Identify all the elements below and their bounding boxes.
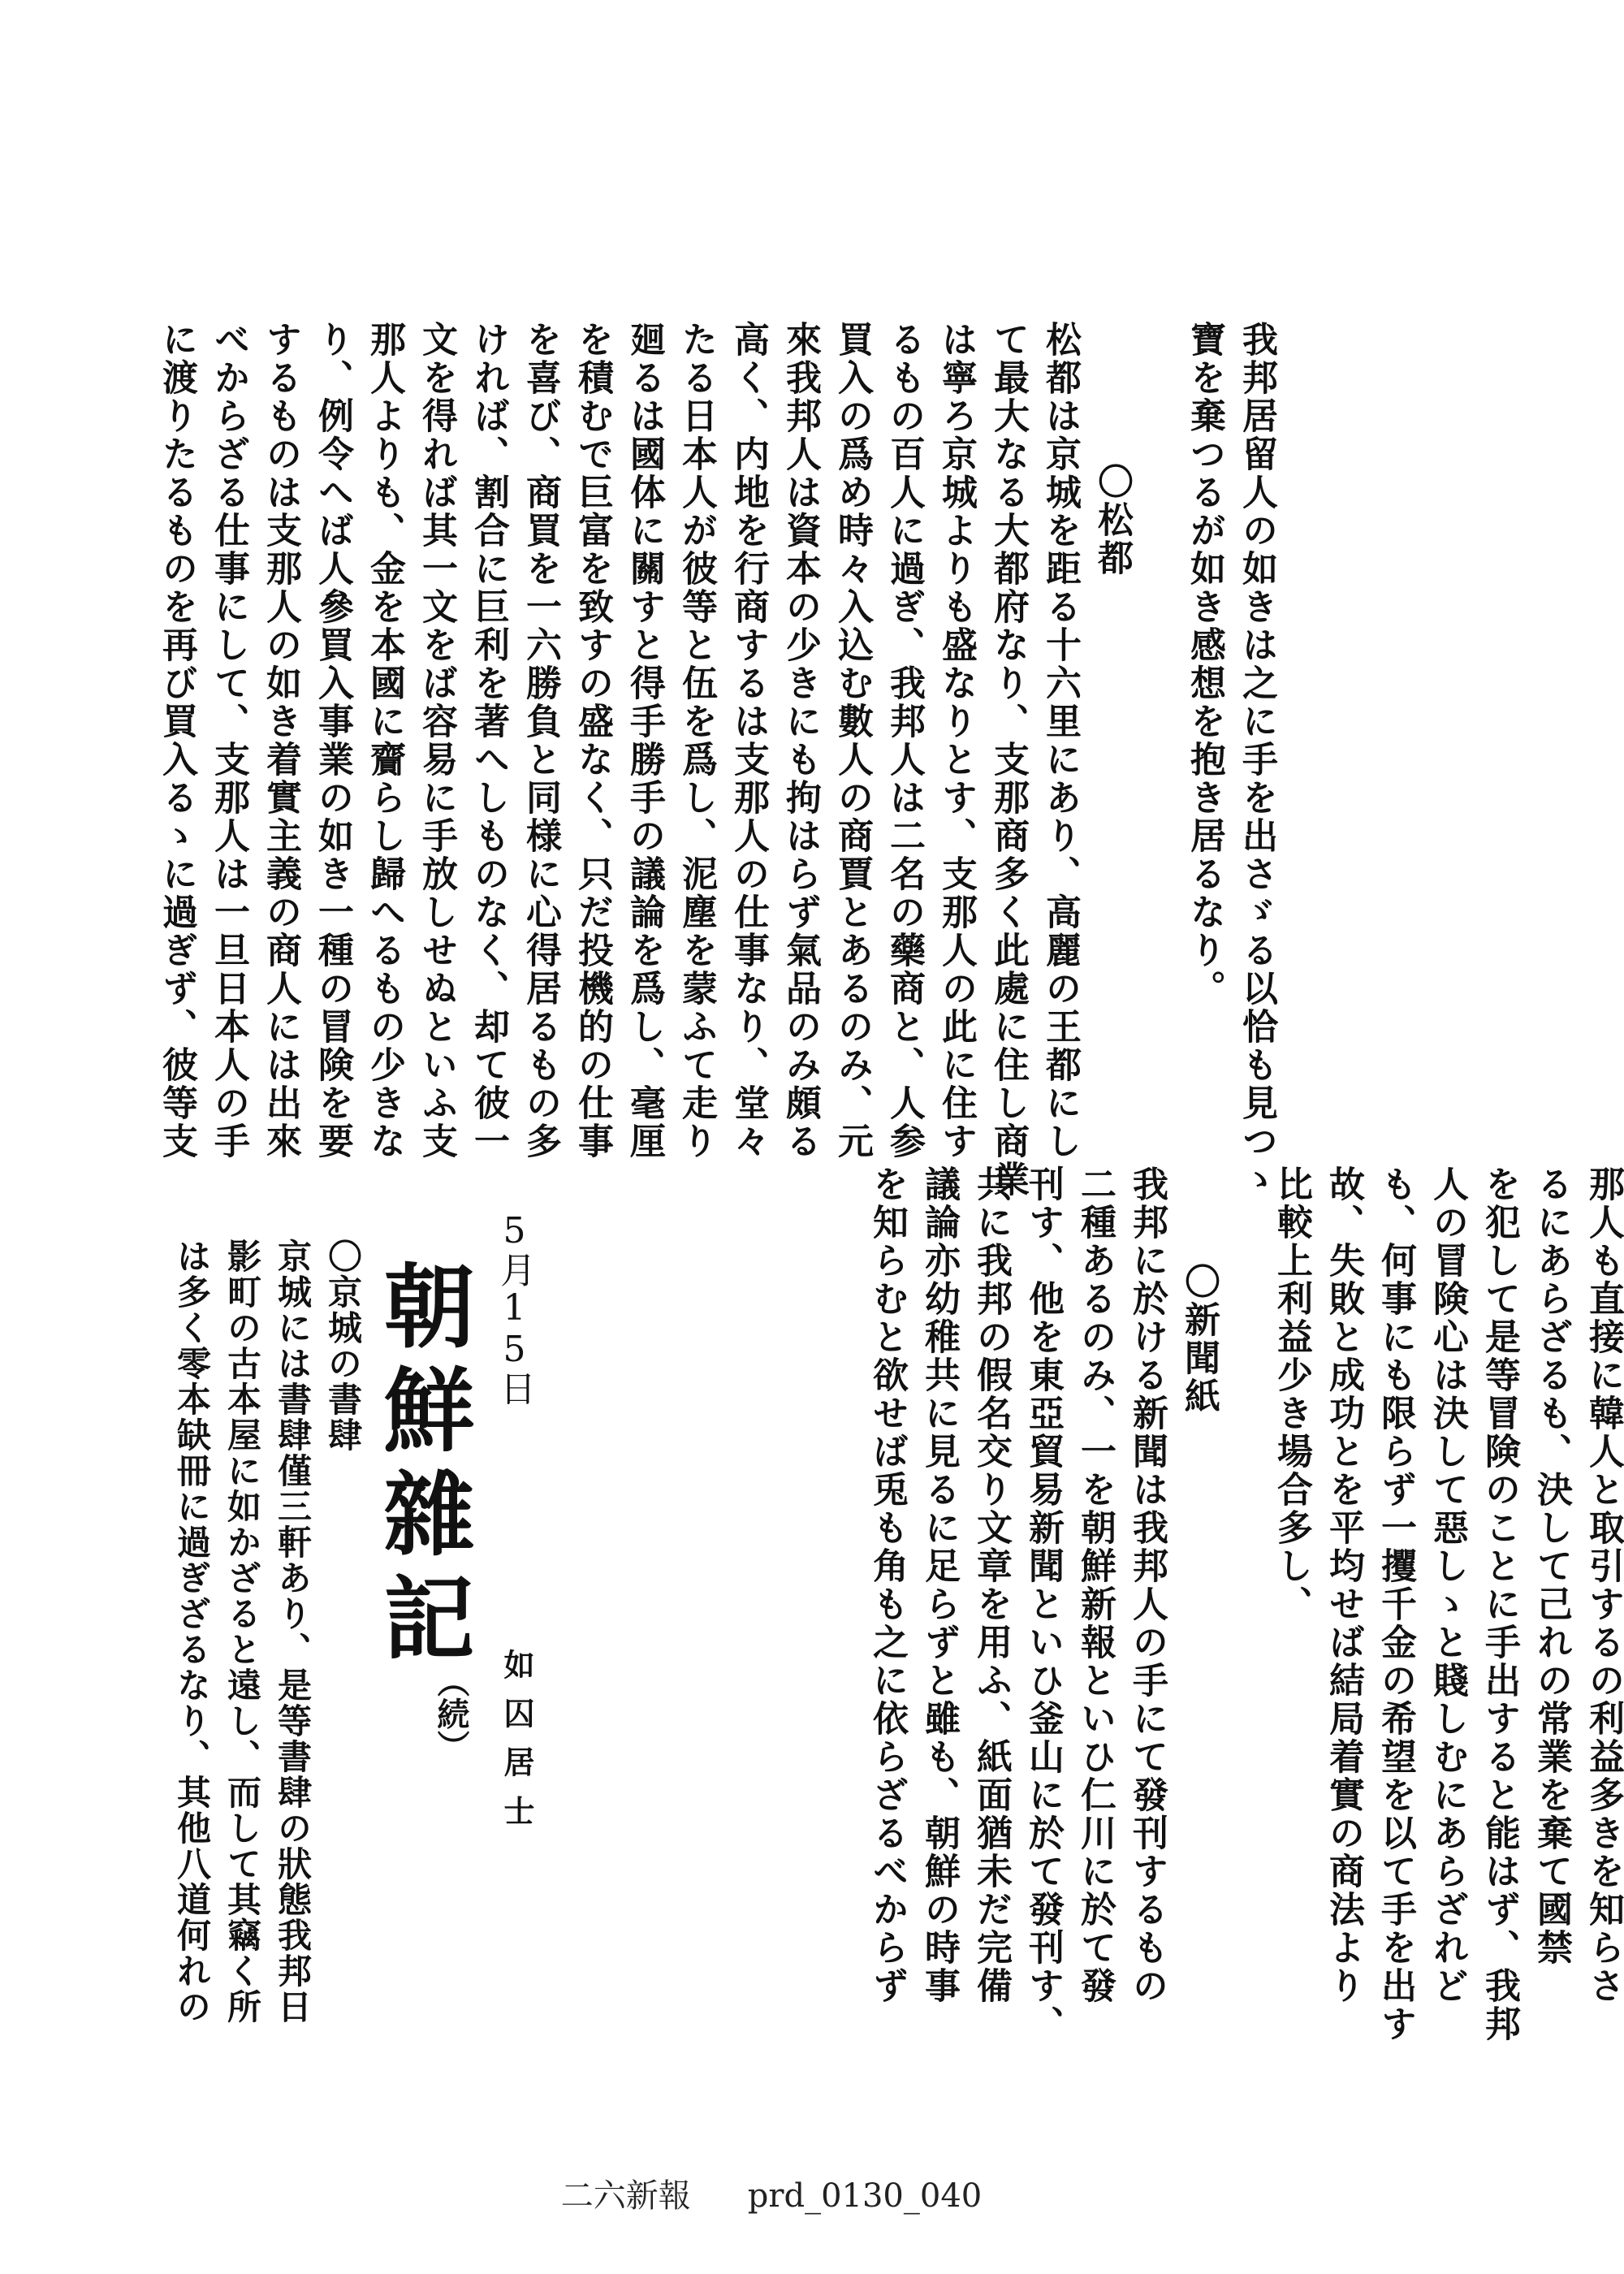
text-column: るもの百人に過ぎ、我邦人は二名の藥商と、人参 — [883, 321, 925, 1161]
text-column: 我邦に於ける新聞は我邦人の手にて發刊するもの — [1126, 1165, 1168, 2005]
text-column: 比較上利益少き場合多し、 — [1271, 1165, 1312, 1623]
text-column: 議論亦幼稚共に見るに足らずと雖も、朝鮮の時事 — [918, 1165, 960, 2005]
bottom-left-text-block — [158, 1239, 363, 2025]
text-column: は寧ろ京城よりも盛なりとす、支那人の此に住す — [935, 321, 977, 1161]
text-column: たる日本人が彼等と伍を爲し、泥塵を蒙ふて走り — [676, 321, 717, 1161]
section-heading: 〇京城の書肆 — [323, 1239, 363, 1453]
text-column: り、例令へば人參買入事業の如き一種の冒険を要 — [312, 321, 353, 1161]
text-column: 文を得れば其一文をば容易に手放しせぬといふ支 — [416, 321, 457, 1161]
page-footer — [0, 2170, 1543, 2216]
article-date: 5月15日 — [494, 1210, 535, 1406]
text-column: 那人よりも、金を本國に齎らし歸へるもの少きな — [364, 321, 405, 1161]
text-column: を犯して是等冒険のことに手出すると能はず、我邦 — [1479, 1165, 1520, 2043]
column-gap — [1216, 1165, 1257, 2079]
footer-source: 二六新報 — [560, 2177, 691, 2215]
text-column: も、何事にも限らず一攫千金の希望を以て手を出す — [1375, 1165, 1416, 2043]
text-column: 高く、内地を行商するは支那人の仕事なり、堂々 — [728, 321, 769, 1161]
text-column: 那人も直接に韓人と取引するの利益多きを知らさ — [1583, 1165, 1624, 2005]
text-column: 二種あるのみ、一を朝鮮新報といひ仁川に於て發 — [1074, 1165, 1116, 2005]
text-column: を積むで巨富を致すの盛なく、只だ投機的の仕事 — [572, 321, 613, 1161]
section-heading: 〇新聞紙 — [1178, 1263, 1220, 1416]
article-author: 如囚居士 — [499, 1649, 535, 1844]
text-column: 影町の古本屋に如かざると遠し、而して其竊く所 — [222, 1239, 262, 2025]
text-column: べからざる仕事にして、支那人は一旦日本人の手 — [208, 321, 249, 1161]
text-column: 來我邦人は資本の少きにも拘はらず氣品のみ頗る — [780, 321, 821, 1161]
footer-id: prd_0130_040 — [747, 2177, 983, 2215]
text-column: 共に我邦の假名交り文章を用ふ、紙面猶未だ完備 — [970, 1165, 1012, 2005]
text-column: 人の冒険心は決して惡しゝと賤しむにあらざれど — [1427, 1165, 1468, 2005]
article-part-label: （続） — [432, 1665, 470, 1762]
text-column: を知らむと欲せば兎も角も之に依らざるべからず — [866, 1165, 908, 2005]
text-column: 京城には書肆僅三軒あり、是等書肆の狀態我邦日 — [273, 1239, 313, 2025]
text-column: 故、失敗と成功とを平均せば結局着實の商法より — [1323, 1165, 1364, 2005]
text-column: 松都は京城を距る十六里にあり、高麗の王都にし — [1039, 321, 1081, 1161]
text-column: 刊す、他を東亞貿易新聞といひ釜山に於て發刊す、 — [1022, 1165, 1064, 2043]
article-header — [345, 1161, 535, 1892]
text-column: 廻るは國体に關すと得手勝手の議論を爲し、毫厘 — [624, 321, 665, 1161]
text-column: ければ、割合に巨利を著へしものなく、却て彼一 — [468, 321, 509, 1161]
section-heading: 〇松都 — [1091, 463, 1133, 577]
bottom-right-text-block — [853, 1165, 1624, 2079]
text-column: を喜び、商買を一六勝負と同様に心得居るもの多 — [520, 321, 561, 1161]
text-column: 買入の爲め時々入込む數人の商賈とあるのみ、元 — [831, 321, 873, 1161]
article-title: 朝鮮雜記 — [369, 1259, 475, 1675]
text-column: するものは支那人の如き着實主義の商人には出來 — [260, 321, 301, 1161]
top-text-block — [142, 321, 1277, 1199]
text-column: て最大なる大都府なり、支那商多く此處に住し商業 — [987, 321, 1029, 1199]
text-column: 寶を棄つるが如き感想を抱き居るなり。 — [1184, 321, 1225, 1008]
text-column: は多く零本缺冊に過ぎざるなり、其他八道何れの — [172, 1239, 212, 2025]
column-gap — [1129, 321, 1170, 1125]
text-column: るにあらざるも、決して己れの常業を棄て國禁 — [1531, 1165, 1572, 1967]
text-column: に渡りたるものを再び買入るゝに過ぎず、彼等支 — [156, 321, 197, 1161]
text-column: 我邦居留人の如きは之に手を出さゞる以恰も見つゝ — [1236, 321, 1277, 1199]
